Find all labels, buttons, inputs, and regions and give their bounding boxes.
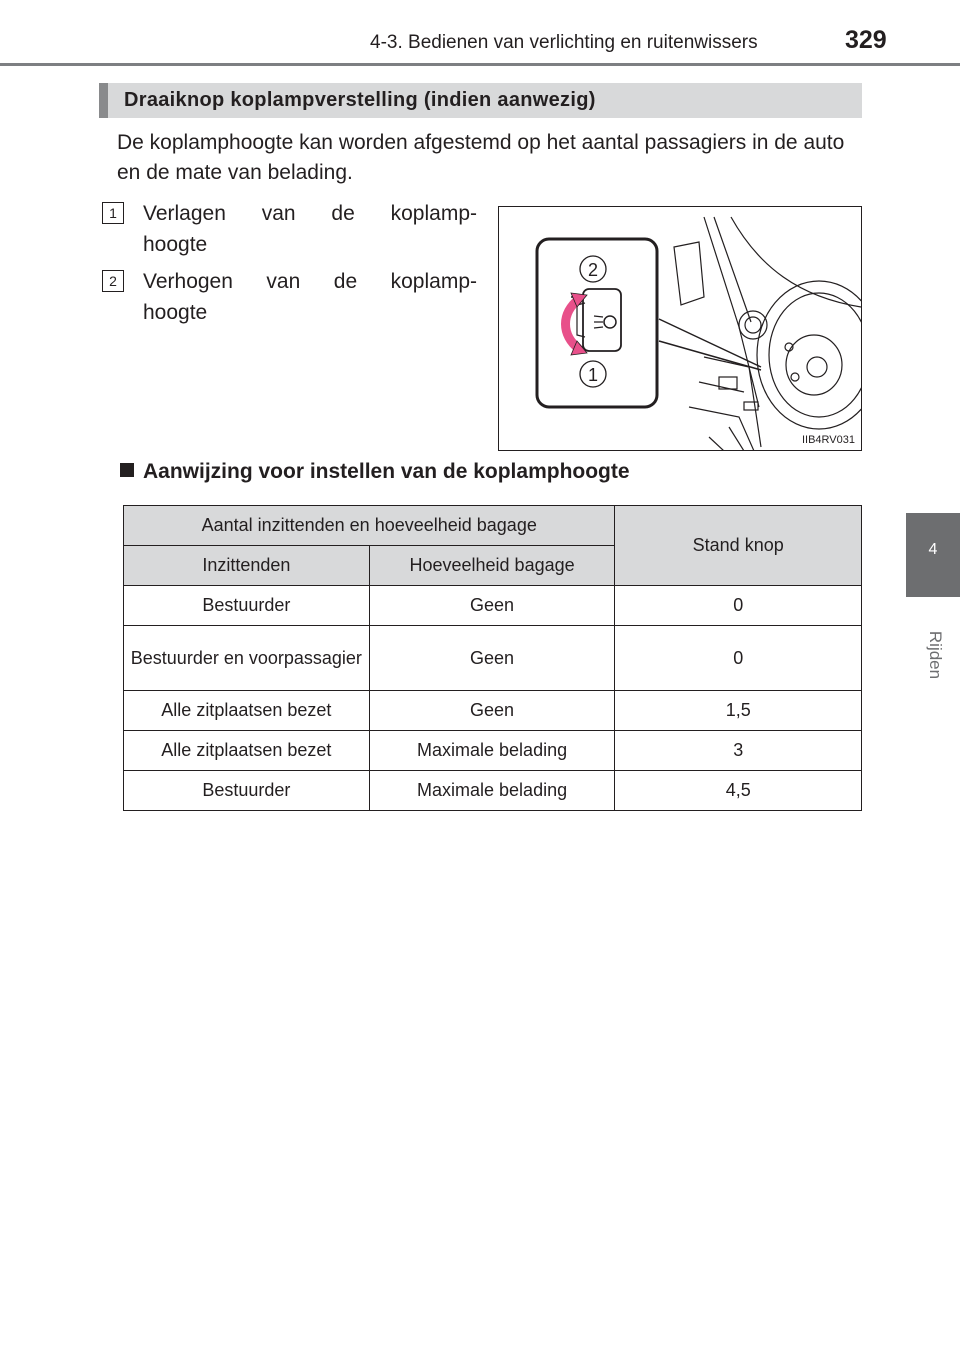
step-text-line: Verlagen van de koplamp-	[143, 202, 477, 225]
step-number-badge: 1	[102, 202, 124, 224]
chapter-tab	[906, 513, 960, 597]
step-text-line: hoogte	[143, 301, 208, 324]
table-header-row	[124, 506, 862, 546]
table-row	[124, 586, 862, 626]
header-divider	[0, 63, 960, 66]
section-title: Draaiknop koplampverstelling (indien aanwezig)	[124, 89, 596, 111]
chapter-label: Rijden	[926, 630, 945, 680]
luggage-cell: Geen	[369, 586, 615, 626]
headlamp-level-table	[123, 505, 862, 811]
position-cell: 3	[615, 731, 862, 771]
square-bullet-icon	[120, 463, 134, 477]
step-number-badge: 2	[102, 270, 124, 292]
header-luggage-cell: Hoeveelheid bagage	[369, 546, 615, 586]
section-heading-bar	[99, 83, 862, 118]
callout-1-label: 1	[587, 365, 599, 385]
chapter-number: 4	[928, 541, 938, 558]
step-text-line: hoogte	[143, 233, 208, 256]
header-occupants-cell: Inzittenden	[124, 546, 370, 586]
running-header: 4-3. Bedienen van verlichting en ruitenwissers	[370, 32, 758, 53]
luggage-cell: Geen	[369, 691, 615, 731]
table-row	[124, 691, 862, 731]
luggage-cell: Maximale belading	[369, 771, 615, 811]
dashboard-illustration	[498, 206, 862, 451]
callout-2-label: 2	[587, 260, 599, 280]
occupants-cell: Bestuurder	[124, 771, 370, 811]
table-row	[124, 731, 862, 771]
figure-code: IIB4RV031	[801, 434, 855, 446]
luggage-cell: Maximale belading	[369, 731, 615, 771]
callout-2	[580, 256, 606, 282]
table-row	[124, 771, 862, 811]
position-cell: 4,5	[615, 771, 862, 811]
position-cell: 1,5	[615, 691, 862, 731]
occupants-cell: Bestuurder en voorpassagier	[124, 626, 370, 691]
header-position-cell: Stand knop	[615, 506, 862, 586]
occupants-cell: Bestuurder	[124, 586, 370, 626]
callout-1	[580, 361, 606, 387]
table-subheading	[120, 460, 630, 484]
step-item-2	[102, 266, 477, 328]
step-text-line: Verhogen van de koplamp-	[143, 270, 477, 293]
header-group-cell: Aantal inzittenden en hoeveelheid bagage	[124, 506, 615, 546]
table-row	[124, 626, 862, 691]
page-number: 329	[845, 26, 887, 54]
dashboard-drawing	[499, 207, 862, 451]
luggage-cell: Geen	[369, 626, 615, 691]
intro-paragraph: De koplamphoogte kan worden afgestemd op het aantal passagiers in de auto en de mate van belading.	[117, 131, 845, 184]
occupants-cell: Alle zitplaatsen bezet	[124, 731, 370, 771]
step-item-1	[102, 198, 477, 260]
position-cell: 0	[615, 586, 862, 626]
subheading-text: Aanwijzing voor instellen van de koplamphoogte	[143, 460, 630, 483]
occupants-cell: Alle zitplaatsen bezet	[124, 691, 370, 731]
position-cell: 0	[615, 626, 862, 691]
